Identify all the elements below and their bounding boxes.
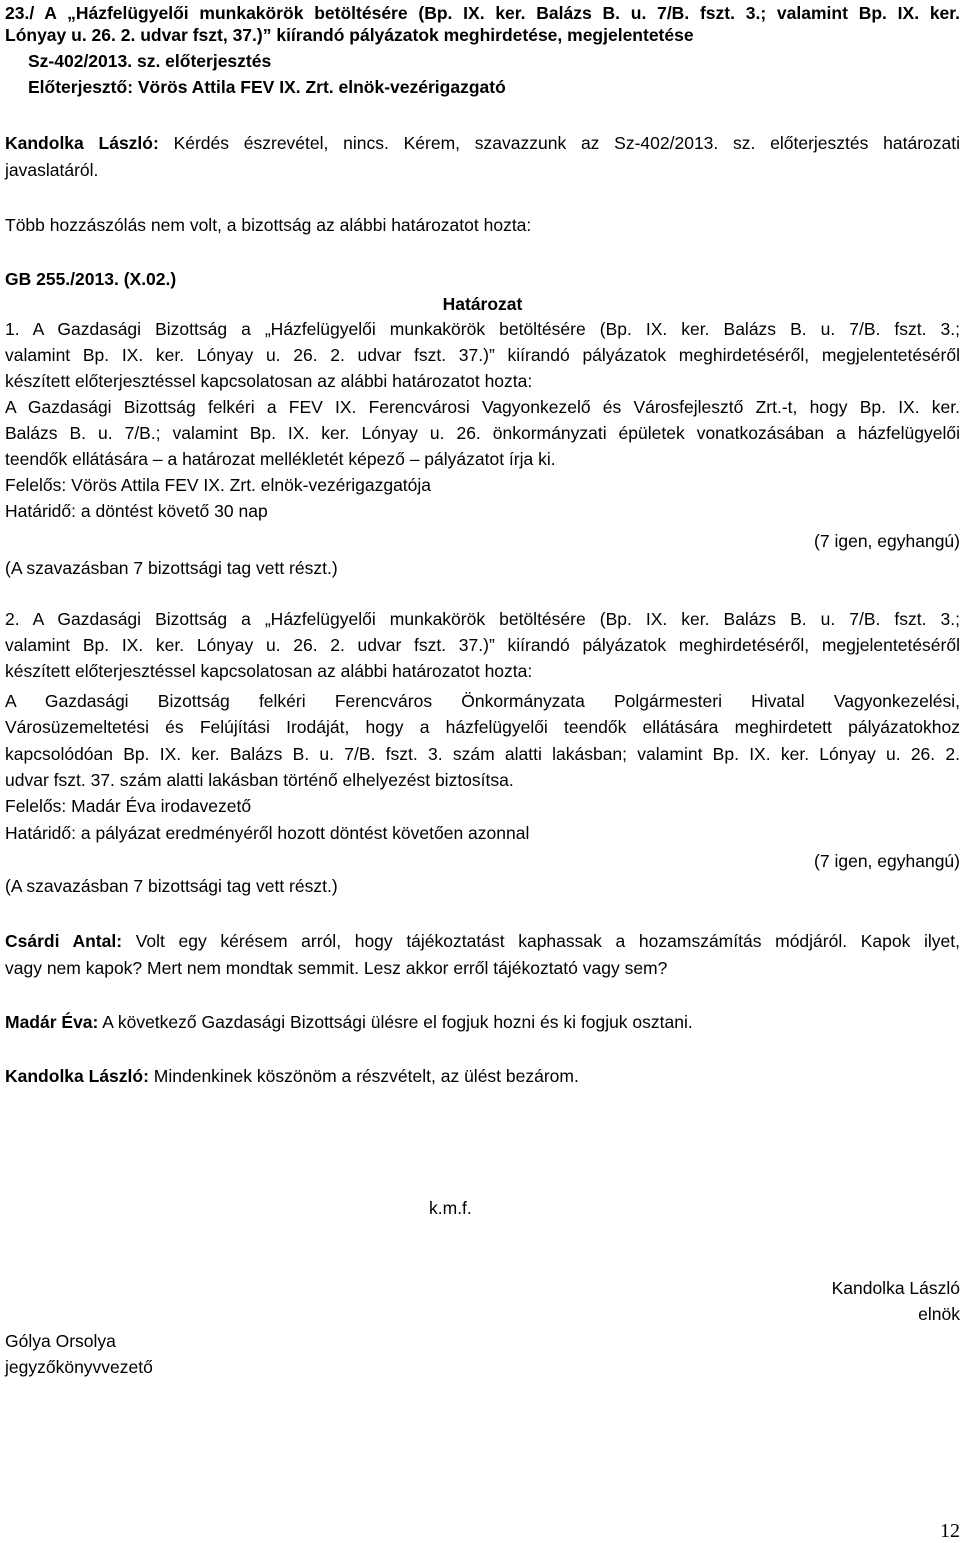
intro-statement-cont: javaslatáról. [5,160,99,180]
resolution-2-line-2: valamint Bp. IX. ker. Lónyay u. 26. 2. udvar fszt. 37.)” kiírandó pályázatok meghirdetéséről, megjelentetéséről [5,635,960,655]
speaker-name: Madár Éva: [5,1012,99,1032]
speaker-name: Kandolka László: [5,1066,149,1086]
resolution-1-vote: (7 igen, egyhangú) [814,531,960,551]
csardi-statement [5,928,960,954]
recorder-role: jegyzőkönyvvezető [5,1357,153,1377]
speaker-name: Csárdi Antal: [5,931,123,951]
resolution-1-line-2: valamint Bp. IX. ker. Lónyay u. 26. 2. udvar fszt. 37.)” kiírandó pályázatok meghirdetéséről, megjelentetéséről [5,345,960,365]
agenda-heading-line-1: 23./ A „Házfelügyelői munkakörök betöltésére (Bp. IX. ker. Balázs B. u. 7/B. fszt. 3.; valamint Bp. IX. ker. [5,3,960,23]
resolution-1-line-1: 1. A Gazdasági Bizottság a „Házfelügyelői munkakörök betöltésére (Bp. IX. ker. Balázs B. u. 7/B. fszt. 3.; [5,319,960,339]
page-number: 12 [940,1520,960,1542]
resolution-1-line-5: Balázs B. u. 7/B.; valamint Bp. IX. ker. Lónyay u. 26. önkormányzati épületek vonatkozásában a házfelügyelői [5,423,960,443]
resolution-2-members: (A szavazásban 7 bizottsági tag vett részt.) [5,876,338,896]
resolution-2-line-1: 2. A Gazdasági Bizottság a „Házfelügyelői munkakörök betöltésére (Bp. IX. ker. Balázs B. u. 7/B. fszt. 3.; [5,609,960,629]
resolution-1-line-6: teendők ellátására – a határozat mellékletét képező – pályázatot írja ki. [5,449,556,469]
resolution-2-deadline: Határidő: a pályázat eredményéről hozott döntést követően azonnal [5,823,530,843]
resolution-2-line-5: Városüzemeltetési és Felújítási Irodáját, hogy a házfelügyelői teendők ellátására meghirdetett pályázatokhoz [5,717,960,737]
speaker-text: Kérdés észrevétel, nincs. Kérem, szavazzunk az Sz-402/2013. sz. előterjesztés határozati [158,133,960,153]
no-more-comments: Több hozzászólás nem volt, a bizottság az alábbi határozatot hozta: [5,215,532,235]
resolution-title: Határozat [442,294,523,314]
speaker-name: Kandolka László: [5,133,159,153]
speaker-text: Volt egy kérésem arról, hogy tájékoztatást kaphassak a hozamszámítás módjáról. Kapok ilyet, [122,931,960,951]
recorder-name: Gólya Orsolya [5,1331,116,1351]
madar-statement [5,1009,693,1035]
agenda-heading-line-2: Lónyay u. 26. 2. udvar fszt, 37.)” kiírandó pályázatok meghirdetése, megjelentetése [5,25,694,45]
resolution-1-line-4: A Gazdasági Bizottság felkéri a FEV IX. Ferencvárosi Vagyonkezelő és Városfejlesztő Zrt.-t, hogy Bp. IX. ker. [5,397,960,417]
chair-role: elnök [918,1304,960,1324]
resolution-2-line-7: udvar fszt. 37. szám alatti lakásban történő elhelyezést biztosítsa. [5,770,514,790]
speaker-text: Mindenkinek köszönöm a részvételt, az ülést bezárom. [148,1066,579,1086]
resolution-2-line-4: A Gazdasági Bizottság felkéri Ferencváros Önkormányzata Polgármesteri Hivatal Vagyonkezelési, [5,691,960,711]
speaker-text: A következő Gazdasági Bizottsági ülésre el fogjuk hozni és ki fogjuk osztani. [98,1012,693,1032]
resolution-2-vote: (7 igen, egyhangú) [814,851,960,871]
kmf-label: k.m.f. [429,1198,472,1218]
resolution-1-deadline: Határidő: a döntést követő 30 nap [5,501,268,521]
resolution-1-line-3: készített előterjesztéssel kapcsolatosan az alábbi határozatot hozta: [5,371,533,391]
csardi-statement-cont: vagy nem kapok? Mert nem mondtak semmit. Lesz akkor erről tájékoztató vagy sem? [5,958,668,978]
resolution-1-members: (A szavazásban 7 bizottsági tag vett részt.) [5,558,338,578]
chair-name: Kandolka László [831,1278,960,1298]
closing-statement [5,1063,579,1089]
resolution-1-responsible: Felelős: Vörös Attila FEV IX. Zrt. elnök-vezérigazgatója [5,475,432,495]
agenda-heading-reference: Sz-402/2013. sz. előterjesztés [28,51,272,71]
resolution-id: GB 255./2013. (X.02.) [5,269,177,289]
resolution-2-line-3: készített előterjesztéssel kapcsolatosan az alábbi határozatot hozta: [5,661,533,681]
intro-statement [5,130,960,156]
agenda-heading-presenter: Előterjesztő: Vörös Attila FEV IX. Zrt. elnök-vezérigazgató [28,77,506,97]
resolution-2-responsible: Felelős: Madár Éva irodavezető [5,796,252,816]
resolution-2-line-6: kapcsolódóan Bp. IX. ker. Balázs B. u. 7/B. fszt. 3. szám alatti lakásban; valamint Bp. IX. ker. Lónyay u. 26. 2. [5,744,960,764]
